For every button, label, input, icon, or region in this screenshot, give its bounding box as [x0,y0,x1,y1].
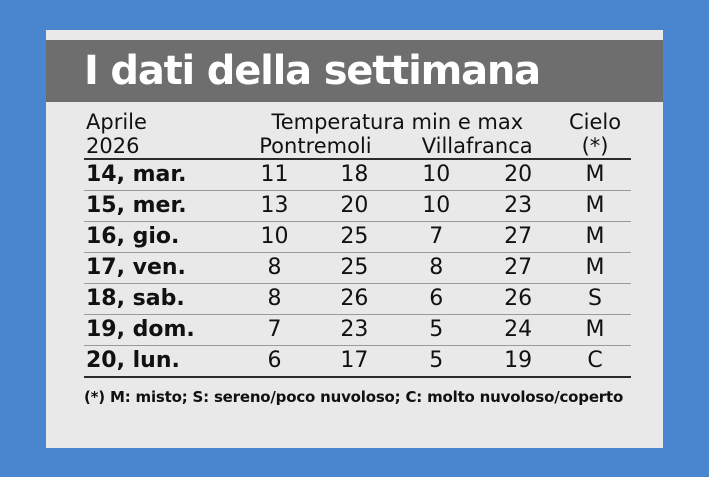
header-temperature-group: Temperatura min e max [271,110,524,134]
row-villafranca-max: 24 [477,315,559,346]
table-row [84,191,631,222]
weather-data-card [46,30,663,448]
header-sky-group: Cielo [568,110,622,134]
row-villafranca-max: 23 [477,191,559,222]
table-row [84,253,631,284]
page-title: I dati della settimana [84,48,540,94]
row-sky: S [559,284,631,315]
table-row [84,222,631,253]
table-header-row-1 [84,110,631,134]
row-pontremoli-max: 20 [313,191,395,222]
row-pontremoli-min: 13 [236,191,314,222]
row-pontremoli-min: 11 [236,159,314,191]
row-villafranca-max: 26 [477,284,559,315]
row-sky: M [559,191,631,222]
table-header-row-2 [84,134,631,159]
row-sky: C [559,346,631,378]
footnote-legend: (*) M: misto; S: sereno/poco nuvoloso; C: molto nuvoloso/coperto [84,388,624,406]
table-row [84,346,631,378]
row-pontremoli-min: 7 [236,315,314,346]
row-villafranca-min: 8 [395,253,477,284]
row-pontremoli-min: 6 [236,346,314,378]
row-pontremoli-max: 23 [313,315,395,346]
row-day: 17, ven. [84,253,236,284]
row-pontremoli-min: 8 [236,253,314,284]
row-day: 14, mar. [84,159,236,191]
row-villafranca-min: 10 [395,191,477,222]
row-villafranca-max: 27 [477,222,559,253]
row-pontremoli-max: 25 [313,222,395,253]
row-sky: M [559,315,631,346]
row-sky: M [559,222,631,253]
row-pontremoli-min: 10 [236,222,314,253]
header-city-villafranca: Villafranca [395,134,559,159]
row-pontremoli-min: 8 [236,284,314,315]
header-year: 2026 [84,134,236,159]
row-pontremoli-max: 17 [313,346,395,378]
row-pontremoli-max: 25 [313,253,395,284]
row-day: 18, sab. [84,284,236,315]
row-villafranca-min: 7 [395,222,477,253]
row-day: 16, gio. [84,222,236,253]
header-month: Aprile [86,110,147,134]
row-villafranca-max: 27 [477,253,559,284]
row-villafranca-min: 5 [395,315,477,346]
row-day: 19, dom. [84,315,236,346]
table-row [84,159,631,191]
row-sky: M [559,253,631,284]
row-pontremoli-max: 26 [313,284,395,315]
row-day: 20, lun. [84,346,236,378]
row-villafranca-max: 19 [477,346,559,378]
weather-table-area [46,110,663,406]
row-day: 15, mer. [84,191,236,222]
row-villafranca-min: 6 [395,284,477,315]
card-title-bar [46,40,663,102]
row-villafranca-max: 20 [477,159,559,191]
row-pontremoli-max: 18 [313,159,395,191]
weather-table [84,110,631,378]
header-sky-note-ref: (*) [559,134,631,159]
row-villafranca-min: 10 [395,159,477,191]
header-city-pontremoli: Pontremoli [236,134,396,159]
row-villafranca-min: 5 [395,346,477,378]
table-row [84,284,631,315]
table-row [84,315,631,346]
row-sky: M [559,159,631,191]
